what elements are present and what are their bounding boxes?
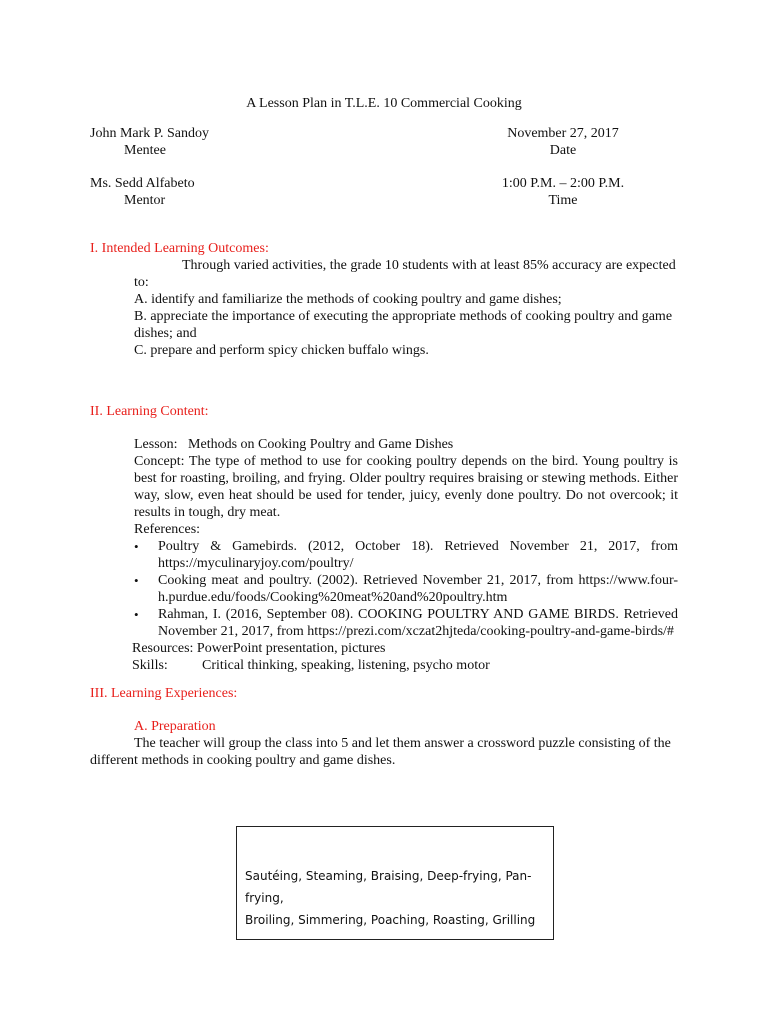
mentee-role: Mentee xyxy=(124,143,166,158)
reference-item: • Poultry & Gamebirds. (2012, October 18). Retrieved November 21, 2017, from https://myculinaryjoy.com/poultry/ xyxy=(134,538,678,572)
mentor-name: Ms. Sedd Alfabeto xyxy=(90,176,195,191)
time-label: Time xyxy=(548,193,578,208)
methods-line: Sautéing, Steaming, Braising, Deep-frying, Pan-frying, xyxy=(245,869,532,905)
learning-outcomes xyxy=(134,257,678,359)
learning-content xyxy=(134,436,678,674)
references-list xyxy=(134,538,678,640)
section-2-heading: II. Learning Content: xyxy=(90,404,209,419)
methods-line: Broiling, Simmering, Poaching, Roasting, Grilling xyxy=(245,913,536,927)
outcome-item: B. appreciate the importance of executing the appropriate methods of cooking poultry and game dishes; and xyxy=(134,309,673,341)
outcome-item: C. prepare and perform spicy chicken buffalo wings. xyxy=(134,343,429,358)
preparation-paragraph: The teacher will group the class into 5 and let them answer a crossword puzzle consisting of the different methods in cooking poultry and game dishes. xyxy=(90,736,671,768)
outcomes-intro: Through varied activities, the grade 10 students with at least 85% accuracy are expected to: xyxy=(134,258,676,290)
section-1-heading: I. Intended Learning Outcomes: xyxy=(90,241,269,256)
mentor-role: Mentor xyxy=(124,193,166,208)
section-3-heading: III. Learning Experiences: xyxy=(90,686,238,701)
document-title: A Lesson Plan in T.L.E. 10 Commercial Cooking xyxy=(246,96,522,111)
date-value: November 27, 2017 xyxy=(507,126,619,141)
preparation-text xyxy=(90,735,678,769)
cooking-methods-box xyxy=(236,826,554,940)
time-value: 1:00 P.M. – 2:00 P.M. xyxy=(501,176,625,191)
reference-item: • Rahman, I. (2016, September 08). COOKING POULTRY AND GAME BIRDS. Retrieved November 21, 2017, from https://prezi.com/xczat2hjteda/cooking-poultry-and-game-birds/# xyxy=(134,606,678,640)
resources-line: Resources: PowerPoint presentation, pictures xyxy=(132,641,386,656)
date-label: Date xyxy=(549,143,577,158)
outcome-item: A. identify and familiarize the methods of cooking poultry and game dishes; xyxy=(134,292,562,307)
concept-paragraph: Concept: The type of method to use for cooking poultry depends on the bird. Young poultry is best for roasting, broiling, and frying. Older poultry requires braising or stewing methods. Either way, slow, even heat should be used for tender, juicy, evenly done poultry. Do not overcook; it results in tough, dry meat. xyxy=(134,454,678,520)
lesson-line: Lesson: Methods on Cooking Poultry and Game Dishes xyxy=(134,437,454,452)
skills-line xyxy=(132,657,678,674)
mentee-name: John Mark P. Sandoy xyxy=(90,126,210,141)
reference-item: • Cooking meat and poultry. (2002). Retrieved November 21, 2017, from https://www.four-h.purdue.edu/foods/Cooking%20meat%20and%20poultry.htm xyxy=(134,572,678,606)
references-label: References: xyxy=(134,522,201,537)
skills-value: Critical thinking, speaking, listening, psycho motor xyxy=(202,658,490,673)
preparation-heading: A. Preparation xyxy=(134,719,216,734)
skills-label: Skills: xyxy=(132,658,168,673)
